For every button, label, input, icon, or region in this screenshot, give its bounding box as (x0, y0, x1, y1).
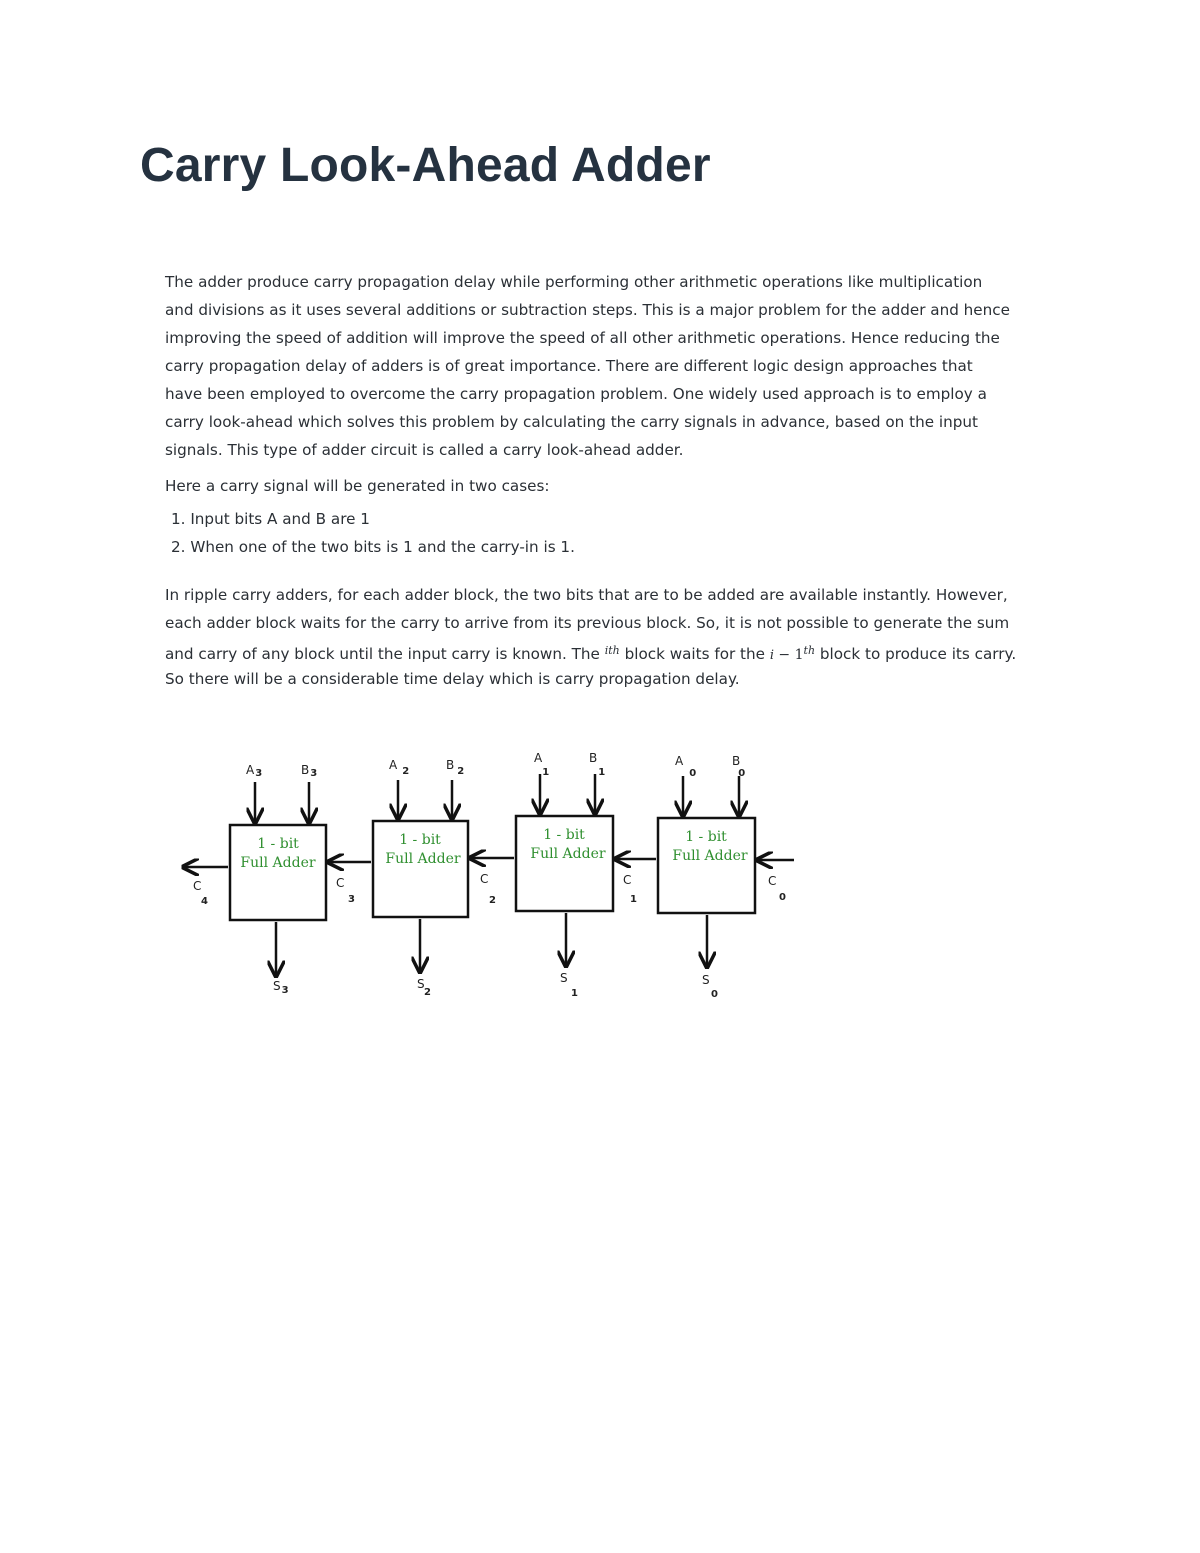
label-c2: C2 (480, 872, 496, 906)
label-c3: C3 (336, 876, 355, 905)
block-label: 1 - bit (399, 832, 441, 848)
text-fragment: and carry of any block until the input carry is known. The (165, 645, 600, 663)
math-i: i (604, 644, 609, 657)
label-c4: C4 (193, 879, 208, 907)
cases-intro: Here a carry signal will be generated in two cases: (165, 477, 550, 495)
label-b1: $B_1$ (589, 751, 606, 778)
label-a2: A $_2$ (389, 758, 410, 777)
intro-paragraph (165, 268, 1015, 464)
label-s0: S0 (702, 973, 718, 1000)
ripple-paragraph (165, 581, 1015, 693)
math-minus-one: − 1 (773, 647, 804, 663)
label-s2: S2 (417, 977, 431, 998)
block-label: Full Adder (385, 851, 461, 867)
cases-list (165, 505, 1015, 561)
math-i: i (769, 648, 774, 663)
label-b0: B 0 (732, 754, 746, 779)
label-c0: C0 (768, 874, 786, 903)
text-line: carry propagation delay of adders is of great importance. There are different logic design approaches that (165, 357, 973, 375)
block-label: Full Adder (530, 846, 606, 862)
sum-arrows (276, 913, 707, 976)
label-a3: A3 (246, 763, 263, 779)
text-line: In ripple carry adders, for each adder block, the two bits that are to be added are available instantly. However, (165, 586, 1008, 604)
full-adder-block-0 (658, 818, 755, 913)
full-adder-block-2 (373, 821, 468, 917)
text-line: and divisions as it uses several additions or subtraction steps. This is a major problem for the adder and hence (165, 301, 1010, 319)
page-title: Carry Look-Ahead Adder (140, 139, 711, 192)
list-item: 2. When one of the two bits is 1 and the carry-in is 1. (171, 538, 575, 556)
block-label: Full Adder (672, 848, 748, 864)
input-arrows (255, 774, 739, 823)
text-line (165, 637, 1015, 665)
label-b2: B $_2$ (446, 758, 465, 777)
document-body (165, 268, 1015, 693)
label-a1: $A_1$ (534, 751, 550, 778)
math-th: th (803, 644, 816, 657)
sum-labels (273, 971, 718, 1000)
label-a0: $A_0$ (675, 754, 697, 779)
label-s3: $S_3$ (273, 979, 289, 996)
label-c1: C 1 (623, 873, 637, 905)
input-labels (246, 751, 745, 779)
block-label: 1 - bit (685, 829, 727, 845)
block-label: 1 - bit (543, 827, 585, 843)
label-b3: B3 (301, 763, 318, 779)
text-line: carry look-ahead which solves this problem by calculating the carry signals in advance, based on the input (165, 413, 978, 431)
ripple-carry-adder-diagram (170, 740, 810, 1010)
label-s1: S1 (560, 971, 578, 999)
full-adder-block-1 (516, 816, 613, 911)
block-label: Full Adder (240, 855, 316, 871)
block-label: 1 - bit (257, 836, 299, 852)
text-line: each adder block waits for the carry to arrive from its previous block. So, it is not possible to generate the sum (165, 614, 1010, 632)
text-line: signals. This type of adder circuit is called a carry look-ahead adder. (165, 441, 684, 459)
text-fragment: block waits for the (624, 645, 765, 663)
text-line: have been employed to overcome the carry propagation problem. One widely used approach is to employ a (165, 385, 987, 403)
full-adder-block-3 (230, 825, 326, 920)
text-fragment: block to produce its carry. (819, 645, 1017, 663)
text-line: The adder produce carry propagation delay while performing other arithmetic operations like multiplication (165, 273, 983, 291)
math-th: th (608, 644, 620, 657)
list-item: 1. Input bits A and B are 1 (171, 510, 370, 528)
text-line: So there will be a considerable time delay which is carry propagation delay. (165, 670, 740, 688)
text-line: improving the speed of addition will improve the speed of all other arithmetic operations. Hence reducing the (165, 329, 1000, 347)
